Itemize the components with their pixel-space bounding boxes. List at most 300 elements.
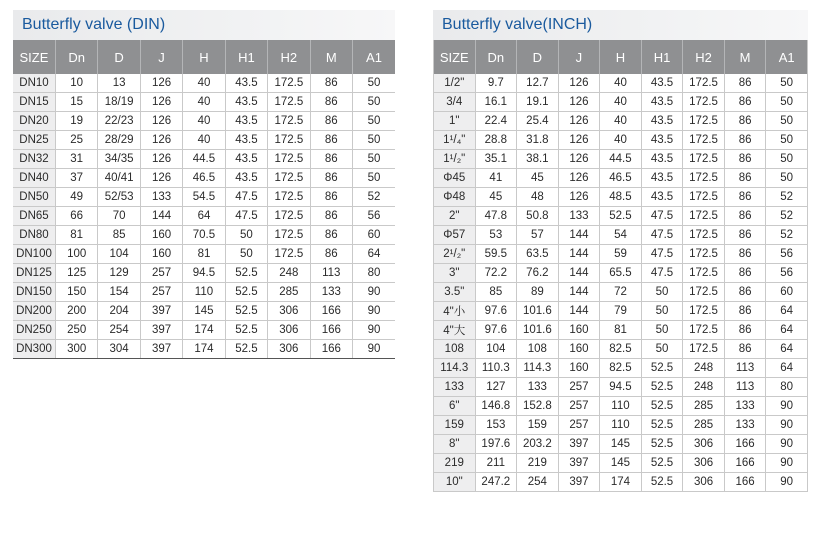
inch-value-cell: 86 <box>724 131 766 150</box>
inch-value-cell: 48.5 <box>600 188 642 207</box>
inch-value-cell: 79 <box>600 302 642 321</box>
din-size-cell: DN15 <box>13 93 55 112</box>
din-value-cell: 64 <box>183 207 225 226</box>
inch-size-cell: 6" <box>434 397 476 416</box>
inch-value-cell: 160 <box>558 340 600 359</box>
din-value-cell: 52/53 <box>98 188 140 207</box>
inch-value-cell: 45 <box>517 169 559 188</box>
din-value-cell: 31 <box>55 150 97 169</box>
din-column-header-m: M <box>310 40 352 74</box>
din-value-cell: 126 <box>140 131 182 150</box>
inch-value-cell: 285 <box>683 416 725 435</box>
din-value-cell: 129 <box>98 264 140 283</box>
din-size-cell: DN25 <box>13 131 55 150</box>
din-value-cell: 86 <box>310 150 352 169</box>
inch-table-row <box>434 131 808 150</box>
inch-value-cell: 86 <box>724 302 766 321</box>
din-column-header-a1: A1 <box>353 40 396 74</box>
din-column-header-d: D <box>98 40 140 74</box>
inch-value-cell: 172.5 <box>683 112 725 131</box>
inch-value-cell: 50 <box>766 169 808 188</box>
din-value-cell: 172.5 <box>268 226 310 245</box>
inch-value-cell: 397 <box>558 435 600 454</box>
inch-value-cell: 203.2 <box>517 435 559 454</box>
inch-value-cell: 397 <box>558 473 600 492</box>
inch-table-row <box>434 340 808 359</box>
inch-size-cell: 159 <box>434 416 476 435</box>
din-value-cell: 85 <box>98 226 140 245</box>
din-value-cell: 248 <box>268 264 310 283</box>
inch-value-cell: 48 <box>517 188 559 207</box>
inch-table-row <box>434 169 808 188</box>
inch-size-cell: 1/2" <box>434 74 476 93</box>
inch-value-cell: 43.5 <box>641 131 683 150</box>
din-value-cell: 54.5 <box>183 188 225 207</box>
inch-value-cell: 133 <box>558 207 600 226</box>
din-value-cell: 397 <box>140 321 182 340</box>
din-value-cell: 300 <box>55 340 97 359</box>
din-value-cell: 81 <box>183 245 225 264</box>
inch-size-cell: 4"大 <box>434 321 476 340</box>
inch-value-cell: 126 <box>558 188 600 207</box>
inch-value-cell: 133 <box>517 378 559 397</box>
din-table-row <box>13 74 395 93</box>
din-value-cell: 100 <box>55 245 97 264</box>
inch-table-row <box>434 435 808 454</box>
din-value-cell: 43.5 <box>225 93 267 112</box>
din-size-cell: DN40 <box>13 169 55 188</box>
inch-size-cell: 114.3 <box>434 359 476 378</box>
inch-value-cell: 126 <box>558 131 600 150</box>
inch-value-cell: 44.5 <box>600 150 642 169</box>
inch-column-header-size: SIZE <box>434 40 476 74</box>
inch-value-cell: 172.5 <box>683 245 725 264</box>
din-value-cell: 126 <box>140 112 182 131</box>
din-value-cell: 113 <box>310 264 352 283</box>
din-value-cell: 60 <box>353 226 396 245</box>
din-value-cell: 80 <box>353 264 396 283</box>
din-value-cell: 52 <box>353 188 396 207</box>
din-header-row <box>13 40 395 74</box>
din-table-row <box>13 150 395 169</box>
inch-table-row <box>434 188 808 207</box>
din-size-cell: DN80 <box>13 226 55 245</box>
inch-value-cell: 306 <box>683 435 725 454</box>
din-value-cell: 166 <box>310 340 352 359</box>
inch-value-cell: 97.6 <box>475 302 517 321</box>
inch-value-cell: 144 <box>558 226 600 245</box>
din-value-cell: 40 <box>183 131 225 150</box>
din-value-cell: 90 <box>353 321 396 340</box>
inch-value-cell: 82.5 <box>600 359 642 378</box>
inch-table-title: Butterfly valve(INCH) <box>433 10 808 40</box>
inch-value-cell: 90 <box>766 416 808 435</box>
din-value-cell: 43.5 <box>225 112 267 131</box>
inch-value-cell: 52.5 <box>641 416 683 435</box>
inch-table-body <box>434 74 808 492</box>
inch-value-cell: 110 <box>600 416 642 435</box>
inch-value-cell: 86 <box>724 74 766 93</box>
din-table-row <box>13 169 395 188</box>
inch-value-cell: 43.5 <box>641 150 683 169</box>
din-value-cell: 397 <box>140 302 182 321</box>
din-value-cell: 70.5 <box>183 226 225 245</box>
inch-value-cell: 52.5 <box>641 473 683 492</box>
din-value-cell: 172.5 <box>268 245 310 264</box>
inch-value-cell: 94.5 <box>600 378 642 397</box>
inch-value-cell: 172.5 <box>683 188 725 207</box>
din-value-cell: 10 <box>55 74 97 93</box>
inch-value-cell: 43.5 <box>641 188 683 207</box>
din-table-row <box>13 112 395 131</box>
inch-value-cell: 257 <box>558 378 600 397</box>
inch-value-cell: 110 <box>600 397 642 416</box>
inch-value-cell: 90 <box>766 454 808 473</box>
inch-value-cell: 306 <box>683 454 725 473</box>
din-value-cell: 133 <box>310 283 352 302</box>
inch-spec-table <box>433 40 808 492</box>
inch-value-cell: 159 <box>517 416 559 435</box>
inch-table-row <box>434 264 808 283</box>
inch-value-cell: 172.5 <box>683 93 725 112</box>
din-value-cell: 15 <box>55 93 97 112</box>
din-value-cell: 160 <box>140 245 182 264</box>
din-value-cell: 126 <box>140 74 182 93</box>
din-value-cell: 144 <box>140 207 182 226</box>
din-size-cell: DN50 <box>13 188 55 207</box>
inch-value-cell: 50 <box>766 93 808 112</box>
din-value-cell: 50 <box>353 74 396 93</box>
din-value-cell: 306 <box>268 302 310 321</box>
inch-value-cell: 144 <box>558 302 600 321</box>
din-value-cell: 86 <box>310 169 352 188</box>
din-value-cell: 86 <box>310 112 352 131</box>
din-value-cell: 254 <box>98 321 140 340</box>
inch-value-cell: 47.5 <box>641 207 683 226</box>
din-value-cell: 50 <box>225 245 267 264</box>
din-column-header-size: SIZE <box>13 40 55 74</box>
din-size-cell: DN32 <box>13 150 55 169</box>
inch-value-cell: 152.8 <box>517 397 559 416</box>
inch-value-cell: 90 <box>766 435 808 454</box>
inch-value-cell: 172.5 <box>683 169 725 188</box>
inch-table-row <box>434 245 808 264</box>
inch-value-cell: 97.6 <box>475 321 517 340</box>
inch-value-cell: 50 <box>641 302 683 321</box>
din-size-cell: DN20 <box>13 112 55 131</box>
inch-value-cell: 64 <box>766 340 808 359</box>
inch-table-row <box>434 378 808 397</box>
inch-value-cell: 126 <box>558 150 600 169</box>
inch-table-row <box>434 74 808 93</box>
inch-value-cell: 40 <box>600 131 642 150</box>
din-value-cell: 306 <box>268 321 310 340</box>
inch-value-cell: 126 <box>558 112 600 131</box>
din-table-title: Butterfly valve (DIN) <box>13 10 395 40</box>
inch-value-cell: 85 <box>475 283 517 302</box>
inch-value-cell: 172.5 <box>683 150 725 169</box>
inch-value-cell: 25.4 <box>517 112 559 131</box>
inch-value-cell: 41 <box>475 169 517 188</box>
inch-value-cell: 172.5 <box>683 226 725 245</box>
din-table-row <box>13 131 395 150</box>
inch-value-cell: 52 <box>766 207 808 226</box>
din-value-cell: 37 <box>55 169 97 188</box>
din-value-cell: 172.5 <box>268 150 310 169</box>
inch-size-cell: Φ48 <box>434 188 476 207</box>
inch-table-row <box>434 150 808 169</box>
din-value-cell: 86 <box>310 74 352 93</box>
inch-table-row <box>434 416 808 435</box>
inch-value-cell: 52.5 <box>600 207 642 226</box>
inch-value-cell: 89 <box>517 283 559 302</box>
din-value-cell: 86 <box>310 226 352 245</box>
inch-value-cell: 172.5 <box>683 74 725 93</box>
din-value-cell: 86 <box>310 93 352 112</box>
din-value-cell: 86 <box>310 188 352 207</box>
inch-value-cell: 40 <box>600 93 642 112</box>
inch-size-cell: 8" <box>434 435 476 454</box>
inch-value-cell: 86 <box>724 169 766 188</box>
inch-value-cell: 172.5 <box>683 264 725 283</box>
inch-value-cell: 104 <box>475 340 517 359</box>
din-value-cell: 18/19 <box>98 93 140 112</box>
inch-value-cell: 50 <box>766 74 808 93</box>
inch-value-cell: 172.5 <box>683 283 725 302</box>
inch-value-cell: 72.2 <box>475 264 517 283</box>
inch-value-cell: 257 <box>558 416 600 435</box>
inch-value-cell: 45 <box>475 188 517 207</box>
inch-table-row <box>434 473 808 492</box>
inch-value-cell: 197.6 <box>475 435 517 454</box>
inch-value-cell: 50 <box>641 340 683 359</box>
inch-value-cell: 144 <box>558 245 600 264</box>
inch-table-row <box>434 359 808 378</box>
inch-column-header-h: H <box>600 40 642 74</box>
din-table-row <box>13 340 395 359</box>
inch-value-cell: 86 <box>724 264 766 283</box>
inch-value-cell: 86 <box>724 207 766 226</box>
din-value-cell: 40 <box>183 93 225 112</box>
din-column-header-dn: Dn <box>55 40 97 74</box>
din-size-cell: DN125 <box>13 264 55 283</box>
din-value-cell: 90 <box>353 340 396 359</box>
din-value-cell: 250 <box>55 321 97 340</box>
din-table-row <box>13 264 395 283</box>
din-size-cell: DN250 <box>13 321 55 340</box>
inch-value-cell: 56 <box>766 245 808 264</box>
din-value-cell: 397 <box>140 340 182 359</box>
inch-value-cell: 47.5 <box>641 245 683 264</box>
inch-column-header-h2: H2 <box>683 40 725 74</box>
din-value-cell: 66 <box>55 207 97 226</box>
din-value-cell: 160 <box>140 226 182 245</box>
din-value-cell: 86 <box>310 245 352 264</box>
inch-value-cell: 52.5 <box>641 378 683 397</box>
din-value-cell: 44.5 <box>183 150 225 169</box>
inch-value-cell: 144 <box>558 283 600 302</box>
inch-value-cell: 43.5 <box>641 93 683 112</box>
din-column-header-h1: H1 <box>225 40 267 74</box>
inch-value-cell: 126 <box>558 93 600 112</box>
inch-value-cell: 174 <box>600 473 642 492</box>
inch-value-cell: 59 <box>600 245 642 264</box>
inch-value-cell: 86 <box>724 93 766 112</box>
inch-value-cell: 166 <box>724 454 766 473</box>
din-value-cell: 40/41 <box>98 169 140 188</box>
din-value-cell: 70 <box>98 207 140 226</box>
inch-value-cell: 43.5 <box>641 74 683 93</box>
inch-value-cell: 144 <box>558 264 600 283</box>
inch-size-cell: Φ57 <box>434 226 476 245</box>
inch-value-cell: 133 <box>724 397 766 416</box>
inch-value-cell: 57 <box>517 226 559 245</box>
inch-value-cell: 248 <box>683 359 725 378</box>
inch-size-cell: 3" <box>434 264 476 283</box>
inch-value-cell: 211 <box>475 454 517 473</box>
din-value-cell: 49 <box>55 188 97 207</box>
inch-size-cell: 2¹/₂" <box>434 245 476 264</box>
din-value-cell: 257 <box>140 264 182 283</box>
din-value-cell: 172.5 <box>268 112 310 131</box>
inch-value-cell: 126 <box>558 74 600 93</box>
inch-value-cell: 397 <box>558 454 600 473</box>
inch-value-cell: 101.6 <box>517 321 559 340</box>
inch-table-row <box>434 283 808 302</box>
inch-table-row <box>434 112 808 131</box>
din-value-cell: 40 <box>183 112 225 131</box>
din-value-cell: 174 <box>183 340 225 359</box>
inch-value-cell: 46.5 <box>600 169 642 188</box>
inch-value-cell: 306 <box>683 473 725 492</box>
din-value-cell: 46.5 <box>183 169 225 188</box>
inch-value-cell: 43.5 <box>641 169 683 188</box>
inch-size-cell: 10" <box>434 473 476 492</box>
inch-value-cell: 64 <box>766 321 808 340</box>
inch-value-cell: 52.5 <box>641 397 683 416</box>
inch-value-cell: 160 <box>558 321 600 340</box>
din-value-cell: 43.5 <box>225 150 267 169</box>
inch-value-cell: 53 <box>475 226 517 245</box>
din-size-cell: DN200 <box>13 302 55 321</box>
din-size-cell: DN300 <box>13 340 55 359</box>
inch-value-cell: 86 <box>724 283 766 302</box>
din-table-row <box>13 283 395 302</box>
din-value-cell: 43.5 <box>225 169 267 188</box>
din-value-cell: 28/29 <box>98 131 140 150</box>
inch-value-cell: 31.8 <box>517 131 559 150</box>
inch-value-cell: 113 <box>724 359 766 378</box>
inch-column-header-d: D <box>517 40 559 74</box>
din-table-row <box>13 302 395 321</box>
inch-value-cell: 43.5 <box>641 112 683 131</box>
inch-size-cell: 1¹/₄" <box>434 131 476 150</box>
inch-value-cell: 28.8 <box>475 131 517 150</box>
inch-value-cell: 172.5 <box>683 340 725 359</box>
inch-table-row <box>434 226 808 245</box>
inch-table-row <box>434 454 808 473</box>
inch-value-cell: 82.5 <box>600 340 642 359</box>
din-size-cell: DN100 <box>13 245 55 264</box>
din-value-cell: 52.5 <box>225 321 267 340</box>
din-table-row <box>13 188 395 207</box>
inch-value-cell: 146.8 <box>475 397 517 416</box>
inch-value-cell: 64 <box>766 359 808 378</box>
din-value-cell: 34/35 <box>98 150 140 169</box>
din-value-cell: 50 <box>353 169 396 188</box>
inch-table-row <box>434 207 808 226</box>
inch-value-cell: 145 <box>600 435 642 454</box>
inch-value-cell: 160 <box>558 359 600 378</box>
inch-value-cell: 52.5 <box>641 435 683 454</box>
din-column-header-j: J <box>140 40 182 74</box>
inch-value-cell: 133 <box>724 416 766 435</box>
din-value-cell: 50 <box>353 93 396 112</box>
din-value-cell: 40 <box>183 74 225 93</box>
din-panel <box>13 0 395 359</box>
din-value-cell: 126 <box>140 150 182 169</box>
inch-value-cell: 247.2 <box>475 473 517 492</box>
din-table-row <box>13 207 395 226</box>
inch-size-cell: 3/4 <box>434 93 476 112</box>
inch-column-header-j: J <box>558 40 600 74</box>
inch-value-cell: 47.5 <box>641 264 683 283</box>
din-value-cell: 145 <box>183 302 225 321</box>
din-table-row <box>13 245 395 264</box>
inch-value-cell: 86 <box>724 150 766 169</box>
din-value-cell: 172.5 <box>268 131 310 150</box>
inch-value-cell: 63.5 <box>517 245 559 264</box>
din-value-cell: 154 <box>98 283 140 302</box>
inch-value-cell: 166 <box>724 473 766 492</box>
inch-value-cell: 50 <box>641 321 683 340</box>
din-value-cell: 166 <box>310 302 352 321</box>
din-value-cell: 47.5 <box>225 207 267 226</box>
inch-value-cell: 72 <box>600 283 642 302</box>
din-value-cell: 166 <box>310 321 352 340</box>
din-table-row <box>13 321 395 340</box>
din-value-cell: 43.5 <box>225 131 267 150</box>
inch-value-cell: 9.7 <box>475 74 517 93</box>
inch-value-cell: 285 <box>683 397 725 416</box>
inch-value-cell: 80 <box>766 378 808 397</box>
din-value-cell: 304 <box>98 340 140 359</box>
inch-column-header-dn: Dn <box>475 40 517 74</box>
inch-value-cell: 52.5 <box>641 454 683 473</box>
inch-value-cell: 110.3 <box>475 359 517 378</box>
din-value-cell: 13 <box>98 74 140 93</box>
inch-table-row <box>434 302 808 321</box>
inch-value-cell: 86 <box>724 226 766 245</box>
inch-value-cell: 114.3 <box>517 359 559 378</box>
inch-value-cell: 50 <box>766 150 808 169</box>
inch-size-cell: 2" <box>434 207 476 226</box>
din-value-cell: 47.5 <box>225 188 267 207</box>
inch-size-cell: 219 <box>434 454 476 473</box>
inch-value-cell: 50 <box>641 283 683 302</box>
inch-value-cell: 86 <box>724 340 766 359</box>
inch-value-cell: 81 <box>600 321 642 340</box>
din-value-cell: 50 <box>225 226 267 245</box>
din-table-body <box>13 74 395 359</box>
inch-value-cell: 59.5 <box>475 245 517 264</box>
inch-value-cell: 90 <box>766 397 808 416</box>
inch-value-cell: 153 <box>475 416 517 435</box>
din-value-cell: 110 <box>183 283 225 302</box>
din-value-cell: 306 <box>268 340 310 359</box>
din-value-cell: 150 <box>55 283 97 302</box>
inch-header-row <box>434 40 808 74</box>
